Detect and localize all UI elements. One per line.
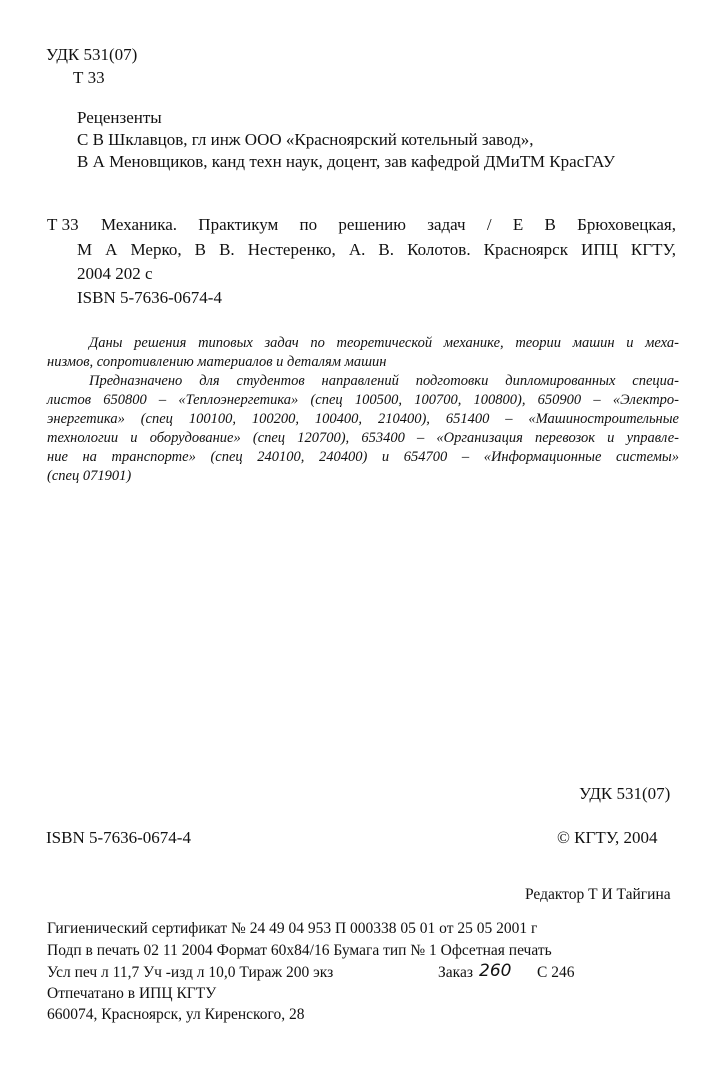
imprint-address: 660074, Красноярск, ул Киренского, 28 bbox=[47, 1006, 305, 1023]
udk-bottom: УДК 531(07) bbox=[579, 784, 671, 803]
order-number-handwritten: 260 bbox=[479, 961, 512, 981]
copyright: © КГТУ, 2004 bbox=[557, 828, 658, 847]
order-label: Заказ bbox=[438, 964, 473, 981]
imprint-line: С 246 bbox=[537, 964, 575, 981]
abstract-line: (спец 071901) bbox=[47, 468, 132, 484]
imprint-line: Отпечатано в ИПЦ КГТУ bbox=[47, 985, 217, 1002]
abstract-line: энергетика» (спец 100100, 100200, 100400, 210400), 651400 – «Машиностроительные bbox=[47, 411, 679, 427]
imprint-line: Усл печ л 11,7 Уч -изд л 10,0 Тираж 200 экз bbox=[47, 964, 334, 981]
isbn-bottom: ISBN 5-7636-0674-4 bbox=[46, 828, 191, 847]
reviewer-line: С В Шклавцов, гл инж ООО «Красноярский котельный завод», bbox=[77, 130, 534, 149]
abstract-line: низмов, сопротивлению материалов и деталям машин bbox=[47, 354, 387, 370]
bib-line: М А Мерко, В В. Нестеренко, А. В. Колотов. Красноярск ИПЦ КГТУ, bbox=[77, 240, 676, 259]
bib-line: 2004 202 с bbox=[77, 264, 153, 283]
reviewer-line: В А Меновщиков, канд техн наук, доцент, зав кафедрой ДМиТМ КрасГАУ bbox=[77, 152, 615, 171]
bib-code: Т 33 bbox=[47, 215, 79, 234]
editor: Редактор Т И Тайгина bbox=[525, 886, 671, 903]
author-code-top: Т 33 bbox=[73, 68, 105, 87]
imprint-line: Гигиенический сертификат № 24 49 04 953 П 000338 05 01 от 25 05 2001 г bbox=[47, 920, 538, 937]
abstract-line: технологии и оборудование» (спец 120700), 653400 – «Организация перевозок и управле- bbox=[47, 430, 679, 446]
udk-top: УДК 531(07) bbox=[46, 45, 138, 64]
bib-line: Механика. Практикум по решению задач / Е В Брюховецкая, bbox=[101, 215, 676, 234]
abstract-line: Даны решения типовых задач по теоретической механике, теории машин и меха- bbox=[89, 335, 679, 351]
abstract-line: листов 650800 – «Теплоэнергетика» (спец 100500, 100700, 100800), 650900 – «Электро- bbox=[47, 392, 679, 408]
reviewers-title: Рецензенты bbox=[77, 108, 162, 127]
bib-isbn: ISBN 5-7636-0674-4 bbox=[77, 288, 222, 307]
abstract-line: ние на транспорте» (спец 240100, 240400) и 654700 – «Информационные системы» bbox=[47, 449, 679, 465]
imprint-line: Подп в печать 02 11 2004 Формат 60х84/16 Бумага тип № 1 Офсетная печать bbox=[47, 942, 552, 959]
abstract-line: Предназначено для студентов направлений подготовки дипломированных специа- bbox=[89, 373, 679, 389]
